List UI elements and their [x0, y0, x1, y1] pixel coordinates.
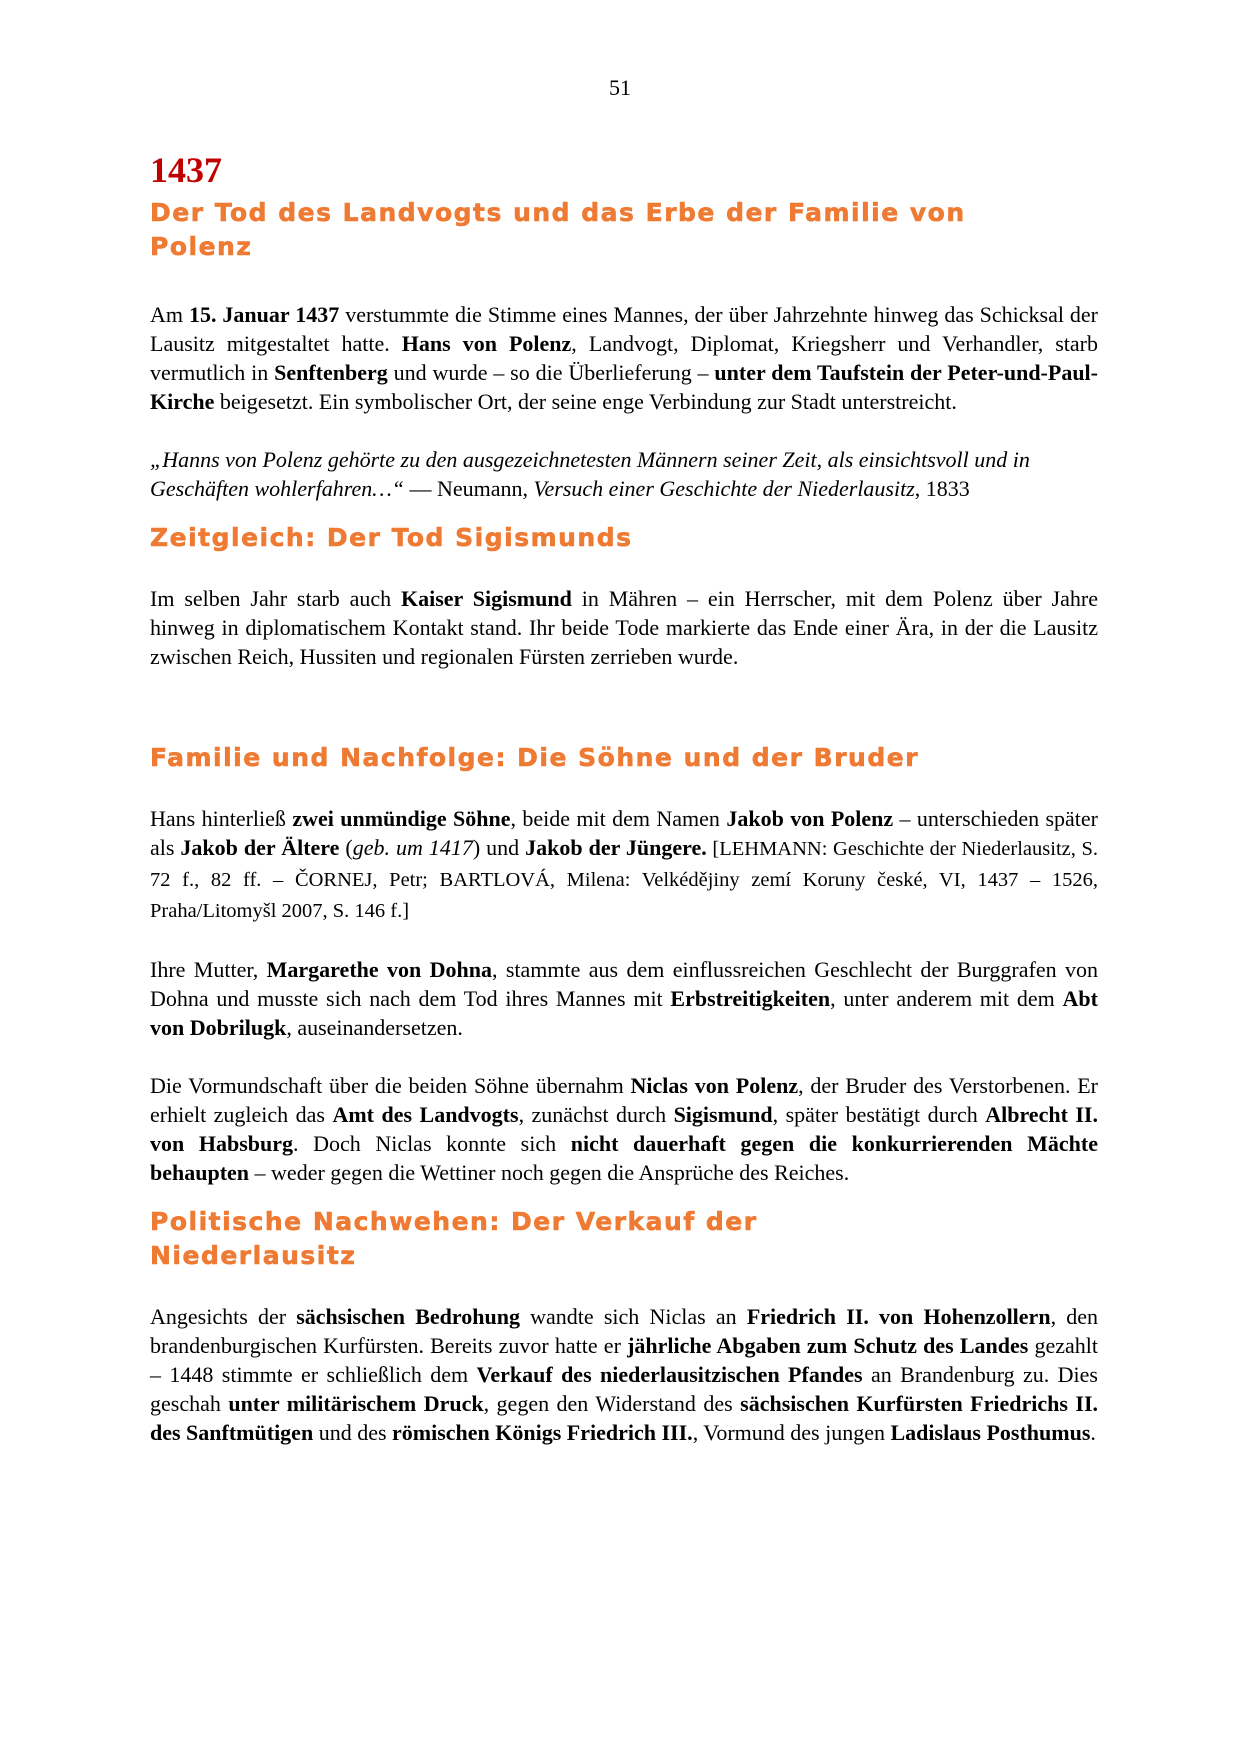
reference-citation: [LEHMANN: Geschichte der Niederlausitz, S. 72 f., 82 ff. – ČORNEJ, Petr; BARTLOVÁ, Milena: Velkédějiny zemí Koruny české, VI, 1437 – 1526, Praha/Litomyšl 2007, S. 146 f.]	[150, 838, 1098, 922]
paragraph-familie-3: Die Vormundschaft über die beiden Söhne übernahm Niclas von Polenz, der Bruder des Verstorbenen. Er erhielt zugleich das Amt des Landvogts, zunächst durch Sigismund, später bestätigt durch Albrecht II. von Habsburg. Doch Niclas konnte sich nicht dauerhaft gegen die konkurrierenden Mächte behaupten – weder gegen die Wettiner noch gegen die Ansprüche des Reiches.	[150, 1073, 1099, 1185]
quote-neumann: „Hanns von Polenz gehörte zu den ausgezeichnetesten Männern seiner Zeit, als einsichtsvoll und in Geschäften wohlerfahren…“ — Neumann, Versuch einer Geschichte der Niederlausitz, 1833	[150, 447, 1030, 501]
page-content	[150, 148, 1098, 1447]
section-heading-sigismund: Zeitgleich: Der Tod Sigismunds	[150, 523, 633, 552]
paragraph-politik-1: Angesichts der sächsischen Bedrohung wandte sich Niclas an Friedrich II. von Hohenzollern, den brandenburgischen Kurfürsten. Bereits zuvor hatte er jährliche Abgaben zum Schutz des Landes gezahlt – 1448 stimmte er schließlich dem Verkauf des niederlausitzischen Pfandes an Brandenburg zu. Dies geschah unter militärischem Druck, gegen den Widerstand des sächsischen Kurfürsten Friedrichs II. des Sanftmütigen und des römischen Königs Friedrich III., Vormund des jungen Ladislaus Posthumus.	[150, 1304, 1099, 1445]
paragraph-familie-2: Ihre Mutter, Margarethe von Dohna, stammte aus dem einflussreichen Geschlecht der Burggrafen von Dohna und musste sich nach dem Tod ihres Mannes mit Erbstreitigkeiten, unter anderem mit dem Abt von Dobrilugk, auseinandersetzen.	[150, 957, 1098, 1040]
section-heading-politik: Politische Nachwehen: Der Verkauf der Niederlausitz	[150, 1207, 758, 1270]
page-number: 51	[609, 75, 631, 100]
section-heading-familie: Familie und Nachfolge: Die Söhne und der Bruder	[150, 743, 920, 772]
paragraph-sigismund-1: Im selben Jahr starb auch Kaiser Sigismund in Mähren – ein Herrscher, mit dem Polenz über Jahre hinweg in diplomatischem Kontakt stand. Ihr beide Tode markierte das Ende einer Ära, in der die Lausitz zwischen Reich, Hussiten und regionalen Fürsten zerrieben wurde.	[150, 586, 1098, 669]
section-heading-tod: Der Tod des Landvogts und das Erbe der Familie von Polenz	[150, 198, 966, 261]
paragraph-familie-1: Hans hinterließ zwei unmündige Söhne, beide mit dem Namen Jakob von Polenz – unterschieden später als Jakob der Ältere (geb. um 1417) und Jakob der Jüngere. [LEHMANN: Geschichte der Niederlausitz, S. 72 f., 82 ff. – ČORNEJ, Petr; BARTLOVÁ, Milena: Velkédějiny zemí Koruny české, VI, 1437 – 1526, Praha/Litomyšl 2007, S. 146 f.]	[150, 806, 1099, 922]
year-heading: 1437	[150, 150, 222, 190]
paragraph-tod-1: Am 15. Januar 1437 verstummte die Stimme eines Mannes, der über Jahrzehnte hinweg das Schicksal der Lausitz mitgestaltet hatte. Hans von Polenz, Landvogt, Diplomat, Kriegsherr und Verhandler, starb vermutlich in Senftenberg und wurde – so die Überlieferung – unter dem Taufstein der Peter-und-Paul-Kirche beigesetzt. Ein symbolischer Ort, der seine enge Verbindung zur Stadt unterstreicht.	[150, 302, 1099, 414]
